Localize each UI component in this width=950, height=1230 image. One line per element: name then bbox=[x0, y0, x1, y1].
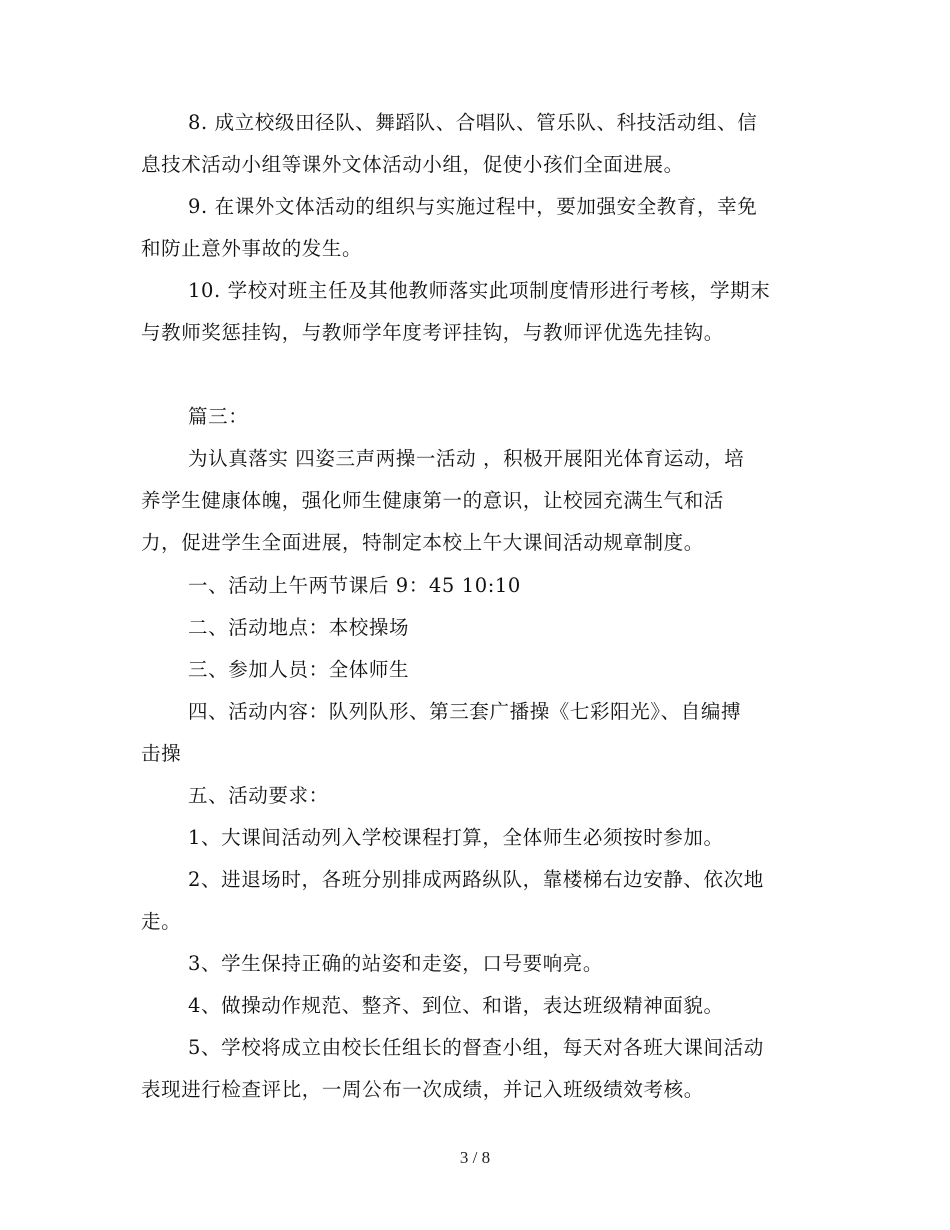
text-line: 和防止意外事故的发生。 bbox=[141, 237, 363, 260]
text-line: 为认真落实 四姿三声两操一活动 ，积极开展阳光体育运动，培 bbox=[188, 447, 745, 470]
text-line: 4、做操动作规范、整齐、到位、和谐，表达班级精神面貌。 bbox=[188, 994, 724, 1017]
text-line: 走。 bbox=[141, 910, 182, 933]
text-line: 2、进退场时，各班分别排成两路纵队，靠楼梯右边安静、依次地 bbox=[188, 868, 764, 891]
text-line: 三、参加人员：全体师生 bbox=[188, 658, 410, 681]
text-line: 10. 学校对班主任及其他教师落实此项制度情形进行考核，学期末 bbox=[188, 279, 771, 302]
text-line: 二、活动地点：本校操场 bbox=[188, 616, 410, 639]
text-line: 养学生健康体魄，强化师生健康第一的意识，让校园充满生气和活 bbox=[141, 489, 724, 512]
section-heading: 篇三： bbox=[188, 405, 249, 428]
text-line: 五、活动要求： bbox=[188, 784, 329, 807]
text-line: 1、大课间活动列入学校课程打算，全体师生必须按时参加。 bbox=[188, 826, 724, 849]
text-line: 与教师奖惩挂钩，与教师学年度考评挂钩，与教师评优选先挂钩。 bbox=[141, 321, 724, 344]
text-line: 表现进行检查评比，一周公布一次成绩，并记入班级绩效考核。 bbox=[141, 1078, 704, 1101]
text-line: 息技术活动小组等课外文体活动小组，促使小孩们全面进展。 bbox=[141, 153, 684, 176]
text-line: 8. 成立校级田径队、舞蹈队、合唱队、管乐队、科技活动组、信 bbox=[188, 111, 758, 134]
text-line: 9. 在课外文体活动的组织与实施过程中，要加强安全教育，幸免 bbox=[188, 195, 758, 218]
text-line: 一、活动上午两节课后 9：45 10:10 bbox=[188, 574, 521, 597]
text-line: 5、学校将成立由校长任组长的督查小组，每天对各班大课间活动 bbox=[188, 1036, 764, 1059]
text-line: 四、活动内容：队列队形、第三套广播操《七彩阳光》、自编搏 bbox=[188, 700, 742, 723]
text-line: 击操 bbox=[141, 742, 182, 765]
text-line: 力，促进学生全面进展，特制定本校上午大课间活动规章制度。 bbox=[141, 531, 704, 554]
page-number: 3 / 8 bbox=[459, 1148, 491, 1167]
text-line: 3、学生保持正确的站姿和走姿，口号要响亮。 bbox=[188, 952, 604, 975]
